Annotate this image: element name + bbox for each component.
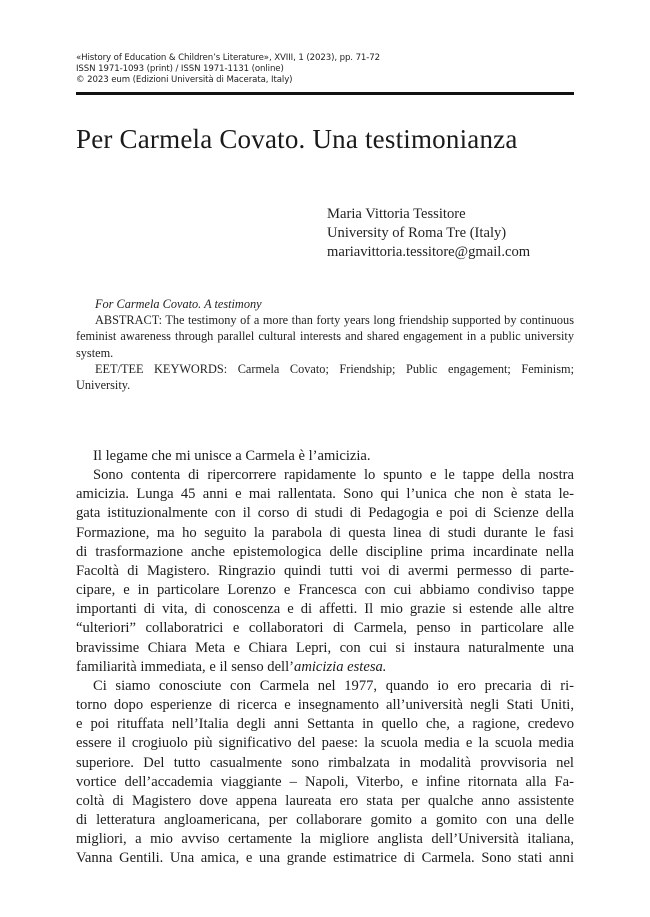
keywords-text: EET/TEE KEYWORDS: Carmela Covato; Friendship; Public engagement; Feminism; University. [76, 361, 574, 393]
article-title: Per Carmela Covato. Una testimonianza [76, 124, 518, 154]
body-line: essere il crogiuolo più significativo del paese: la scuola media e la scuola media [76, 735, 574, 752]
abstract-text: ABSTRACT: The testimony of a more than forty years long friendship supported by continuous feminist awareness through parallel cultural interests and shared engagement in a public university system. [76, 313, 574, 360]
article-body [76, 447, 574, 868]
body-line: Facoltà di Magistero. Ringrazio quindi tutti voi di avermi permesso di parte- [76, 562, 574, 579]
body-line-text: familiarità immediata, e il senso dell’ [76, 658, 295, 675]
body-line: torno dopo esperienze di ricerca e insegnamento all’università negli Stati Uniti, [76, 697, 574, 714]
english-title: For Carmela Covato. A testimony [95, 297, 262, 311]
abstract-section [76, 296, 574, 393]
copyright-line: © 2023 eum (Edizioni Università di Macerata, Italy) [76, 75, 293, 86]
body-line: superiore. Del tutto casualmente sono rimbalzata in modalità provvisoria nel [76, 754, 574, 771]
journal-header [76, 53, 576, 87]
author-name: Maria Vittoria Tessitore [327, 206, 466, 222]
author-block [327, 205, 577, 262]
body-line: di letteratura angloamericana, per collaborare gomito a gomito con una delle [76, 811, 574, 828]
body-line: e poi rituffata nell’Italia degli anni Settanta in quello che, a ragione, credevo [76, 716, 574, 733]
body-line: migliori, a mio avviso certamente la migliore anglista dell’Università italiana, [76, 831, 574, 848]
journal-citation: «History of Education & Children’s Literature», XVIII, 1 (2023), pp. 71-72 [76, 53, 381, 63]
body-line: Vanna Gentili. Una amica, e una grande estimatrice di Carmela. Sono stati anni [76, 850, 574, 867]
author-email[interactable]: mariavittoria.tessitore@gmail.com [327, 244, 531, 260]
body-line: Formazione, ma ho seguito la parabola di questa linea di studi durante le fasi [76, 524, 574, 541]
body-line [76, 658, 574, 677]
body-line: Il legame che mi unisce a Carmela è l’amicizia. [93, 448, 371, 464]
body-line: “ulteriori” collaboratrici e collaboratori di Carmela, penso in particolare alle [76, 620, 574, 637]
body-line: gata istituzionalmente con il corso di studi di Pedagogia e poi di Scienze della [76, 505, 574, 522]
body-line: di trasformazione anche epistemologica delle discipline prima incardinate nella [76, 543, 574, 560]
body-line: cipare, e in particolare Lorenzo e Francesca con cui abbiamo condiviso tappe [76, 582, 574, 599]
header-rule [76, 92, 574, 95]
body-line: Sono contenta di ripercorrere rapidamente lo spunto e le tappe della nostra [93, 467, 574, 484]
italic-phrase: amicizia estesa. [294, 658, 387, 675]
issn-line: ISSN 1971-1093 (print) / ISSN 1971-1131 (online) [76, 64, 284, 75]
body-line: vortice dell’accademia viaggiante – Napoli, Viterbo, e infine ritornata alla Fa- [76, 773, 574, 790]
body-line: amicizia. Lunga 45 anni e mai rallentata. Sono qui l’unica che non è stata le- [76, 486, 574, 503]
body-line: Ci siamo conosciute con Carmela nel 1977, quando io ero precaria di ri- [93, 677, 574, 694]
author-affiliation: University of Roma Tre (Italy) [327, 225, 507, 241]
body-line: coltà di Magistero dove appena laureata ero stata per qualche anno assistente [76, 792, 574, 809]
body-line: importanti di vita, di conoscenza e di affetti. Il mio grazie si estende alle altre [76, 601, 574, 618]
body-line: bravissime Chiara Meta e Chiara Lepri, con cui si instaura naturalmente una [76, 639, 574, 656]
